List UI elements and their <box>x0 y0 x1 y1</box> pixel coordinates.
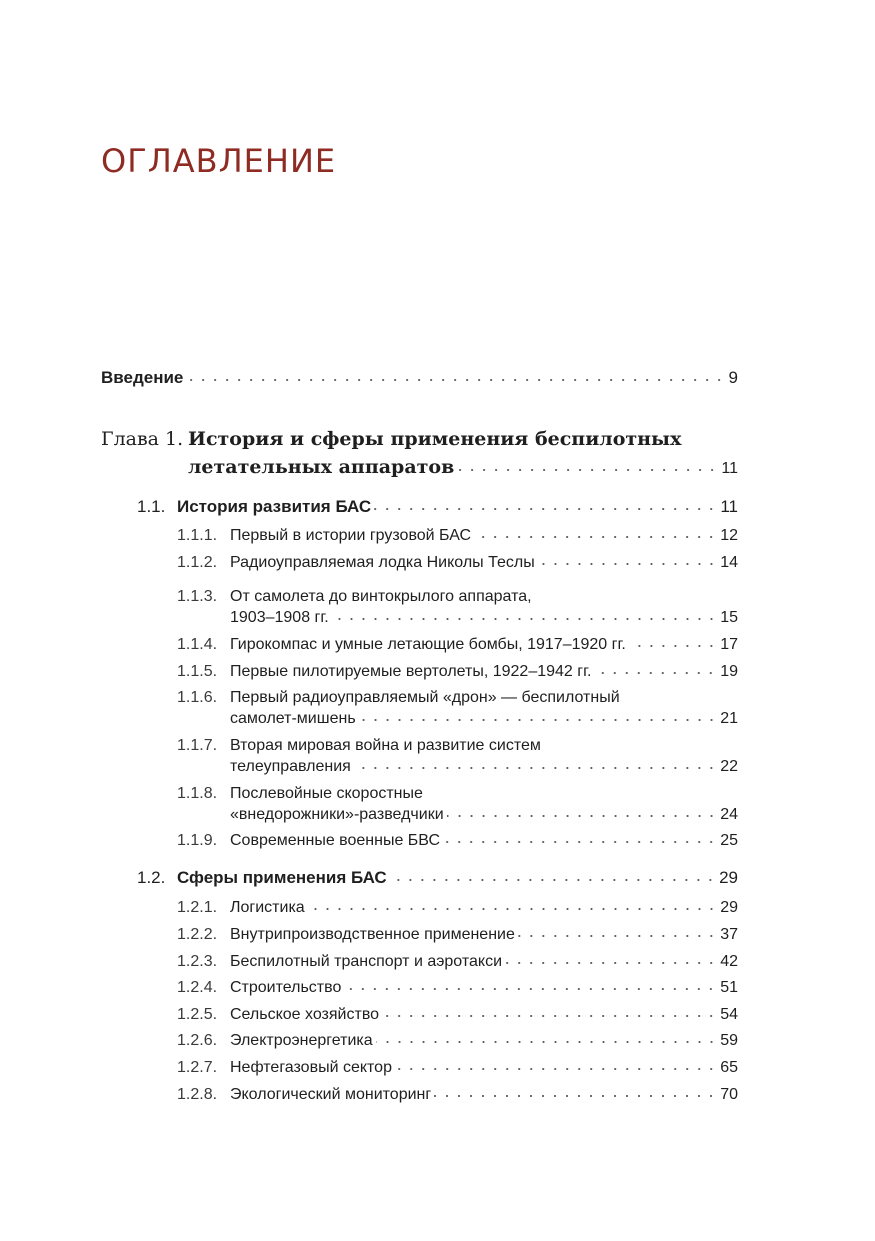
toc-entry-subsection[interactable] <box>177 1030 738 1051</box>
subsection-title-line-2: самолет-мишень <box>230 710 356 727</box>
dot-leader <box>629 644 717 648</box>
dot-leader <box>186 378 725 382</box>
toc-entry-subsection[interactable] <box>177 977 738 998</box>
toc-entry-intro[interactable] <box>101 367 738 388</box>
toc-page-number: 22 <box>720 758 738 775</box>
dot-leader <box>344 987 717 991</box>
subsection-title: Логистика <box>230 899 305 916</box>
dot-leader <box>443 840 717 844</box>
subsection-title: Строительство <box>230 979 342 996</box>
subsection-title-line-2: «внедорожники»-разведчики <box>230 806 444 823</box>
toc-entry-subsection[interactable] <box>177 1004 738 1025</box>
subsection-number: 1.2.1. <box>177 899 218 916</box>
toc-page-number: 11 <box>721 460 738 477</box>
toc-page-number: 12 <box>720 527 738 544</box>
subsection-title: Нефтегазовый сектор <box>230 1059 392 1076</box>
section-title: Сферы применения БАС <box>177 868 387 887</box>
subsection-title-line-1: От самолета до винтокрылого аппарата, <box>230 588 532 605</box>
section-number: 1.2. <box>137 868 166 887</box>
toc-page-number: 65 <box>720 1059 738 1076</box>
toc-page-number: 11 <box>720 497 738 516</box>
toc-page-number: 29 <box>720 899 738 916</box>
dot-leader <box>359 718 718 722</box>
subsection-number: 1.1.7. <box>177 737 218 754</box>
dot-leader <box>376 1040 718 1044</box>
toc-entry-section[interactable] <box>137 496 738 517</box>
subsection-title: Внутрипроизводственное применение <box>230 926 515 943</box>
toc-entry-subsection[interactable] <box>177 783 738 825</box>
subsection-number: 1.1.4. <box>177 636 218 653</box>
subsection-title: Современные военные БВС <box>230 832 440 849</box>
toc-entry-subsection[interactable] <box>177 830 738 851</box>
toc-entry-subsection[interactable] <box>177 1084 738 1105</box>
subsection-number: 1.1.8. <box>177 785 218 802</box>
subsection-number: 1.2.6. <box>177 1032 218 1049</box>
toc-entry-subsection[interactable] <box>177 1057 738 1078</box>
toc-page-number: 51 <box>720 979 738 996</box>
toc-entry-subsection[interactable] <box>177 951 738 972</box>
toc-page-number: 21 <box>720 710 738 727</box>
toc-entry-subsection[interactable] <box>177 897 738 918</box>
dot-leader <box>434 1094 717 1098</box>
toc-page-number: 42 <box>720 953 738 970</box>
page-title: ОГЛАВЛЕНИЕ <box>101 142 337 180</box>
toc-page-number: 15 <box>720 609 738 626</box>
subsection-number: 1.1.5. <box>177 663 218 680</box>
toc-entry-subsection[interactable] <box>177 661 738 682</box>
dot-leader <box>594 671 717 675</box>
subsection-title: Экологический мониторинг <box>230 1086 432 1103</box>
section-number: 1.1. <box>137 497 166 516</box>
dot-leader <box>374 507 717 511</box>
toc-page-number: 37 <box>720 926 738 943</box>
dot-leader <box>447 814 718 818</box>
subsection-number: 1.2.7. <box>177 1059 218 1076</box>
subsection-number: 1.1.1. <box>177 527 218 544</box>
subsection-number: 1.2.4. <box>177 979 218 996</box>
chapter-number: Глава 1. <box>101 428 184 450</box>
subsection-title-line-1: Послевойные скоростные <box>230 785 423 802</box>
toc-page-number: 19 <box>720 663 738 680</box>
subsection-number: 1.2.8. <box>177 1086 218 1103</box>
subsection-title: Первые пилотируемые вертолеты, 1922–1942 гг. <box>230 663 592 680</box>
toc-page-number: 14 <box>720 554 738 571</box>
dot-leader <box>474 535 717 539</box>
toc-page-number: 54 <box>720 1006 738 1023</box>
subsection-title: Радиоуправляемая лодка Николы Теслы <box>230 554 535 571</box>
subsection-title: Беспилотный транспорт и аэротакси <box>230 953 503 970</box>
subsection-number: 1.1.6. <box>177 689 218 706</box>
dot-leader <box>395 1067 717 1071</box>
dot-leader <box>354 766 717 770</box>
subsection-number: 1.1.2. <box>177 554 218 571</box>
toc-entry-subsection[interactable] <box>177 687 738 729</box>
toc-entry-section[interactable] <box>137 867 738 888</box>
toc-page-number: 70 <box>720 1086 738 1103</box>
dot-leader <box>538 562 717 566</box>
dot-leader <box>457 468 718 472</box>
dot-leader <box>518 934 717 938</box>
subsection-title-line-2: 1903–1908 гг. <box>230 609 329 626</box>
dot-leader <box>390 878 716 882</box>
subsection-number: 1.2.3. <box>177 953 218 970</box>
subsection-title: Электроэнергетика <box>230 1032 373 1049</box>
toc-page-number: 17 <box>720 636 738 653</box>
dot-leader <box>382 1014 717 1018</box>
toc-entry-subsection[interactable] <box>177 634 738 655</box>
chapter-title-line-1: История и сферы применения беспилотных <box>188 428 682 450</box>
toc-page-number: 29 <box>719 868 738 887</box>
subsection-title-line-2: телеуправления <box>230 758 351 775</box>
dot-leader <box>505 961 717 965</box>
subsection-title: Первый в истории грузовой БАС <box>230 527 472 544</box>
subsection-number: 1.1.9. <box>177 832 218 849</box>
subsection-number: 1.2.5. <box>177 1006 218 1023</box>
subsection-title: Сельское хозяйство <box>230 1006 380 1023</box>
dot-leader <box>332 617 718 621</box>
toc-entry-label: Введение <box>101 368 184 387</box>
toc-page-number: 9 <box>728 368 738 387</box>
toc-entry-subsection[interactable] <box>177 552 738 573</box>
subsection-number: 1.2.2. <box>177 926 218 943</box>
subsection-title-line-1: Вторая мировая война и развитие систем <box>230 737 541 754</box>
toc-page-number: 25 <box>720 832 738 849</box>
subsection-number: 1.1.3. <box>177 588 218 605</box>
chapter-title-line-2: летательных аппаратов <box>188 456 455 478</box>
section-title: История развития БАС <box>177 497 372 516</box>
toc-entry-subsection[interactable] <box>177 525 738 546</box>
toc-entry-subsection[interactable] <box>177 924 738 945</box>
subsection-title-line-1: Первый радиоуправляемый «дрон» — беспилотный <box>230 689 620 706</box>
toc-entry-subsection[interactable] <box>177 735 738 777</box>
dot-leader <box>308 907 718 911</box>
toc-page-number: 59 <box>720 1032 738 1049</box>
toc-entry-chapter-1[interactable] <box>101 425 738 483</box>
subsection-title: Гирокомпас и умные летающие бомбы, 1917–1920 гг. <box>230 636 626 653</box>
toc-page-number: 24 <box>720 806 738 823</box>
toc-entry-subsection[interactable] <box>177 586 738 628</box>
